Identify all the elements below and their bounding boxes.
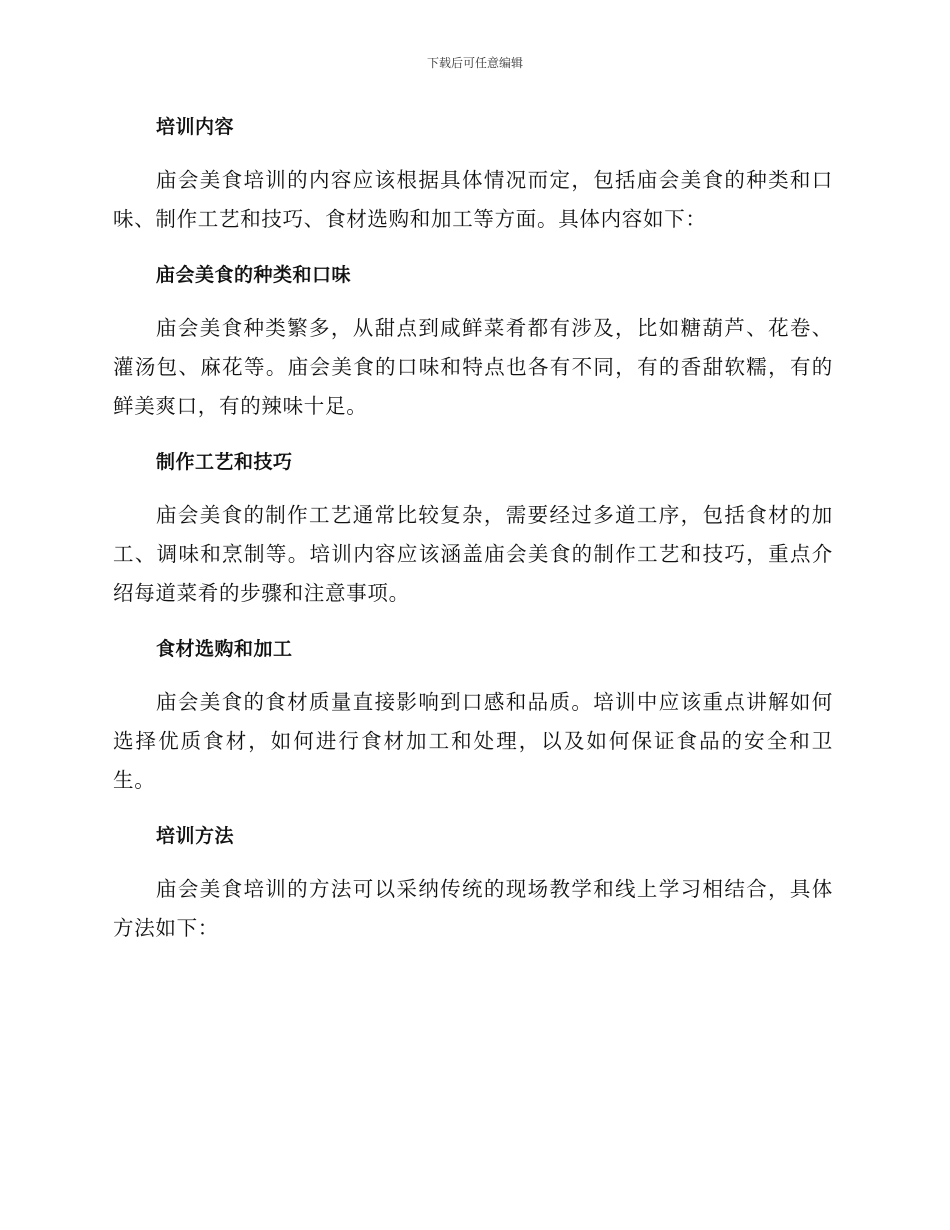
section-heading: 食材选购和加工 xyxy=(156,638,293,660)
section-heading: 制作工艺和技巧 xyxy=(156,451,293,473)
section-training-content xyxy=(113,107,833,239)
section-heading: 庙会美食的种类和口味 xyxy=(156,264,352,286)
section-ingredients xyxy=(113,629,833,800)
document-body xyxy=(113,107,833,964)
section-food-types xyxy=(113,255,833,426)
section-craft-skills xyxy=(113,442,833,613)
header-note: 下载后可任意编辑 xyxy=(426,56,523,70)
section-paragraph: 庙会美食培训的内容应该根据具体情况而定，包括庙会美食的种类和口味、制作工艺和技巧、食材选购和加工等方面。具体内容如下： xyxy=(113,168,833,231)
section-heading: 培训内容 xyxy=(156,116,235,138)
section-paragraph: 庙会美食培训的方法可以采纳传统的现场教学和线上学习相结合，具体方法如下： xyxy=(113,877,833,940)
section-training-methods xyxy=(113,816,833,948)
section-paragraph: 庙会美食的食材质量直接影响到口感和品质。培训中应该重点讲解如何选择优质食材，如何进行食材加工和处理，以及如何保证食品的安全和卫生。 xyxy=(113,690,833,792)
section-paragraph: 庙会美食的制作工艺通常比较复杂，需要经过多道工序，包括食材的加工、调味和烹制等。培训内容应该涵盖庙会美食的制作工艺和技巧，重点介绍每道菜肴的步骤和注意事项。 xyxy=(113,503,833,605)
section-paragraph: 庙会美食种类繁多，从甜点到咸鲜菜肴都有涉及，比如糖葫芦、花卷、灌汤包、麻花等。庙会美食的口味和特点也各有不同，有的香甜软糯，有的鲜美爽口，有的辣味十足。 xyxy=(113,316,833,418)
section-heading: 培训方法 xyxy=(156,825,235,847)
